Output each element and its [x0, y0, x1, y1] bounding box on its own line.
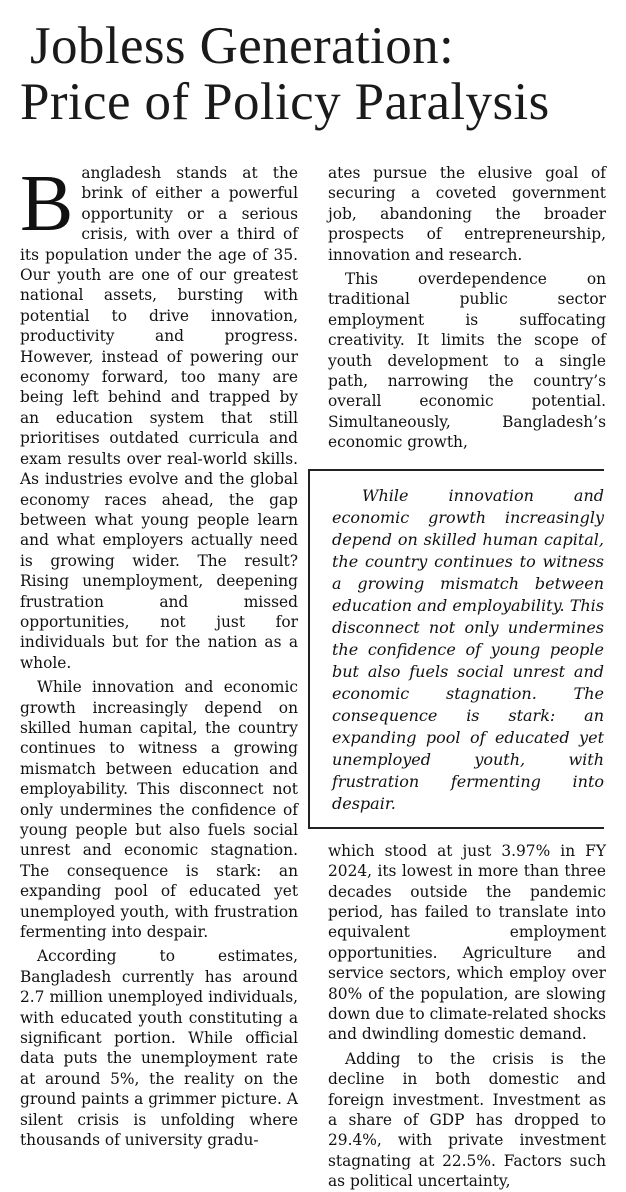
article-paragraph: According to estimates, Bangladesh currently has around 2.7 million unemployed individuals, with educated youth constituting a significant portion. While official data puts the unemployment rate at around 5%, the reality on the ground paints a grimmer picture. A silent crisis is unfolding where thousands of university gradu-: [20, 947, 298, 1150]
headline-line-2: Price of Policy Paralysis: [20, 73, 550, 131]
headline-line-1: Jobless Generation:: [30, 17, 455, 75]
article-paragraph: ates pursue the elusive goal of securing a coveted government job, abandoning the broader prospects of entrepreneurship, innovation and research.: [328, 164, 606, 264]
article-column-left: [20, 160, 298, 1151]
drop-cap: B: [20, 160, 74, 248]
paragraph-text: angladesh stands at the brink of either a powerful opportunity or a serious crisis, with over a third of its population under the age of 35. Our youth are one of our greatest national assets, bursting with potential to drive innovation, productivity and progress. However, instead of powering our economy forward, too many are being left behind and trapped by an education system that still prioritises outdated curricula and exam results over real-world skills. As industries evolve and the global economy races ahead, the gap between what young people learn and what employers actually need is growing wider. The result? Rising unemployment, deepening frustration and missed opportunities, not just for individuals but for the nation as a whole.: [20, 164, 298, 672]
article-paragraph: Adding to the crisis is the decline in both domestic and foreign investment. Investment as a share of GDP has dropped to 29.4%, with private investment stagnating at 22.5%. Factors such as political uncertainty,: [328, 1049, 606, 1191]
article-paragraph: This overdependence on traditional public sector employment is suffocating creativity. It limits the scope of youth development to a single path, narrowing the country’s overall economic potential. Simultaneously, Bangladesh’s economic growth,: [328, 270, 606, 452]
article-column-right: [328, 163, 606, 1192]
pull-quote: [308, 469, 604, 829]
pull-quote-text: While innovation and economic growth increasingly depend on skilled human capital, the country continues to witness a growing mismatch between education and employability. This disconnect not only undermines the confidence of young people but also fuels social unrest and economic stagnation. The consequence is stark: an expanding pool of educated yet unemployed youth, with frustration fermenting into despair.: [332, 485, 604, 813]
article-paragraph: which stood at just 3.97% in FY 2024, its lowest in more than three decades outside the pandemic period, has failed to translate into equivalent employment opportunities. Agriculture and service sectors, which employ over 80% of the population, are slowing down due to climate-related shocks and dwindling domestic demand.: [328, 841, 606, 1044]
headline: [20, 18, 620, 130]
article-paragraph: While innovation and economic growth increasingly depend on skilled human capital, the country continues to witness a growing mismatch between education and employability. This disconnect not only undermines the confidence of young people but also fuels social unrest and economic stagnation. The consequence is stark: an expanding pool of educated yet unemployed youth, with frustration fermenting into despair.: [20, 678, 298, 942]
article-paragraph: [20, 160, 298, 673]
